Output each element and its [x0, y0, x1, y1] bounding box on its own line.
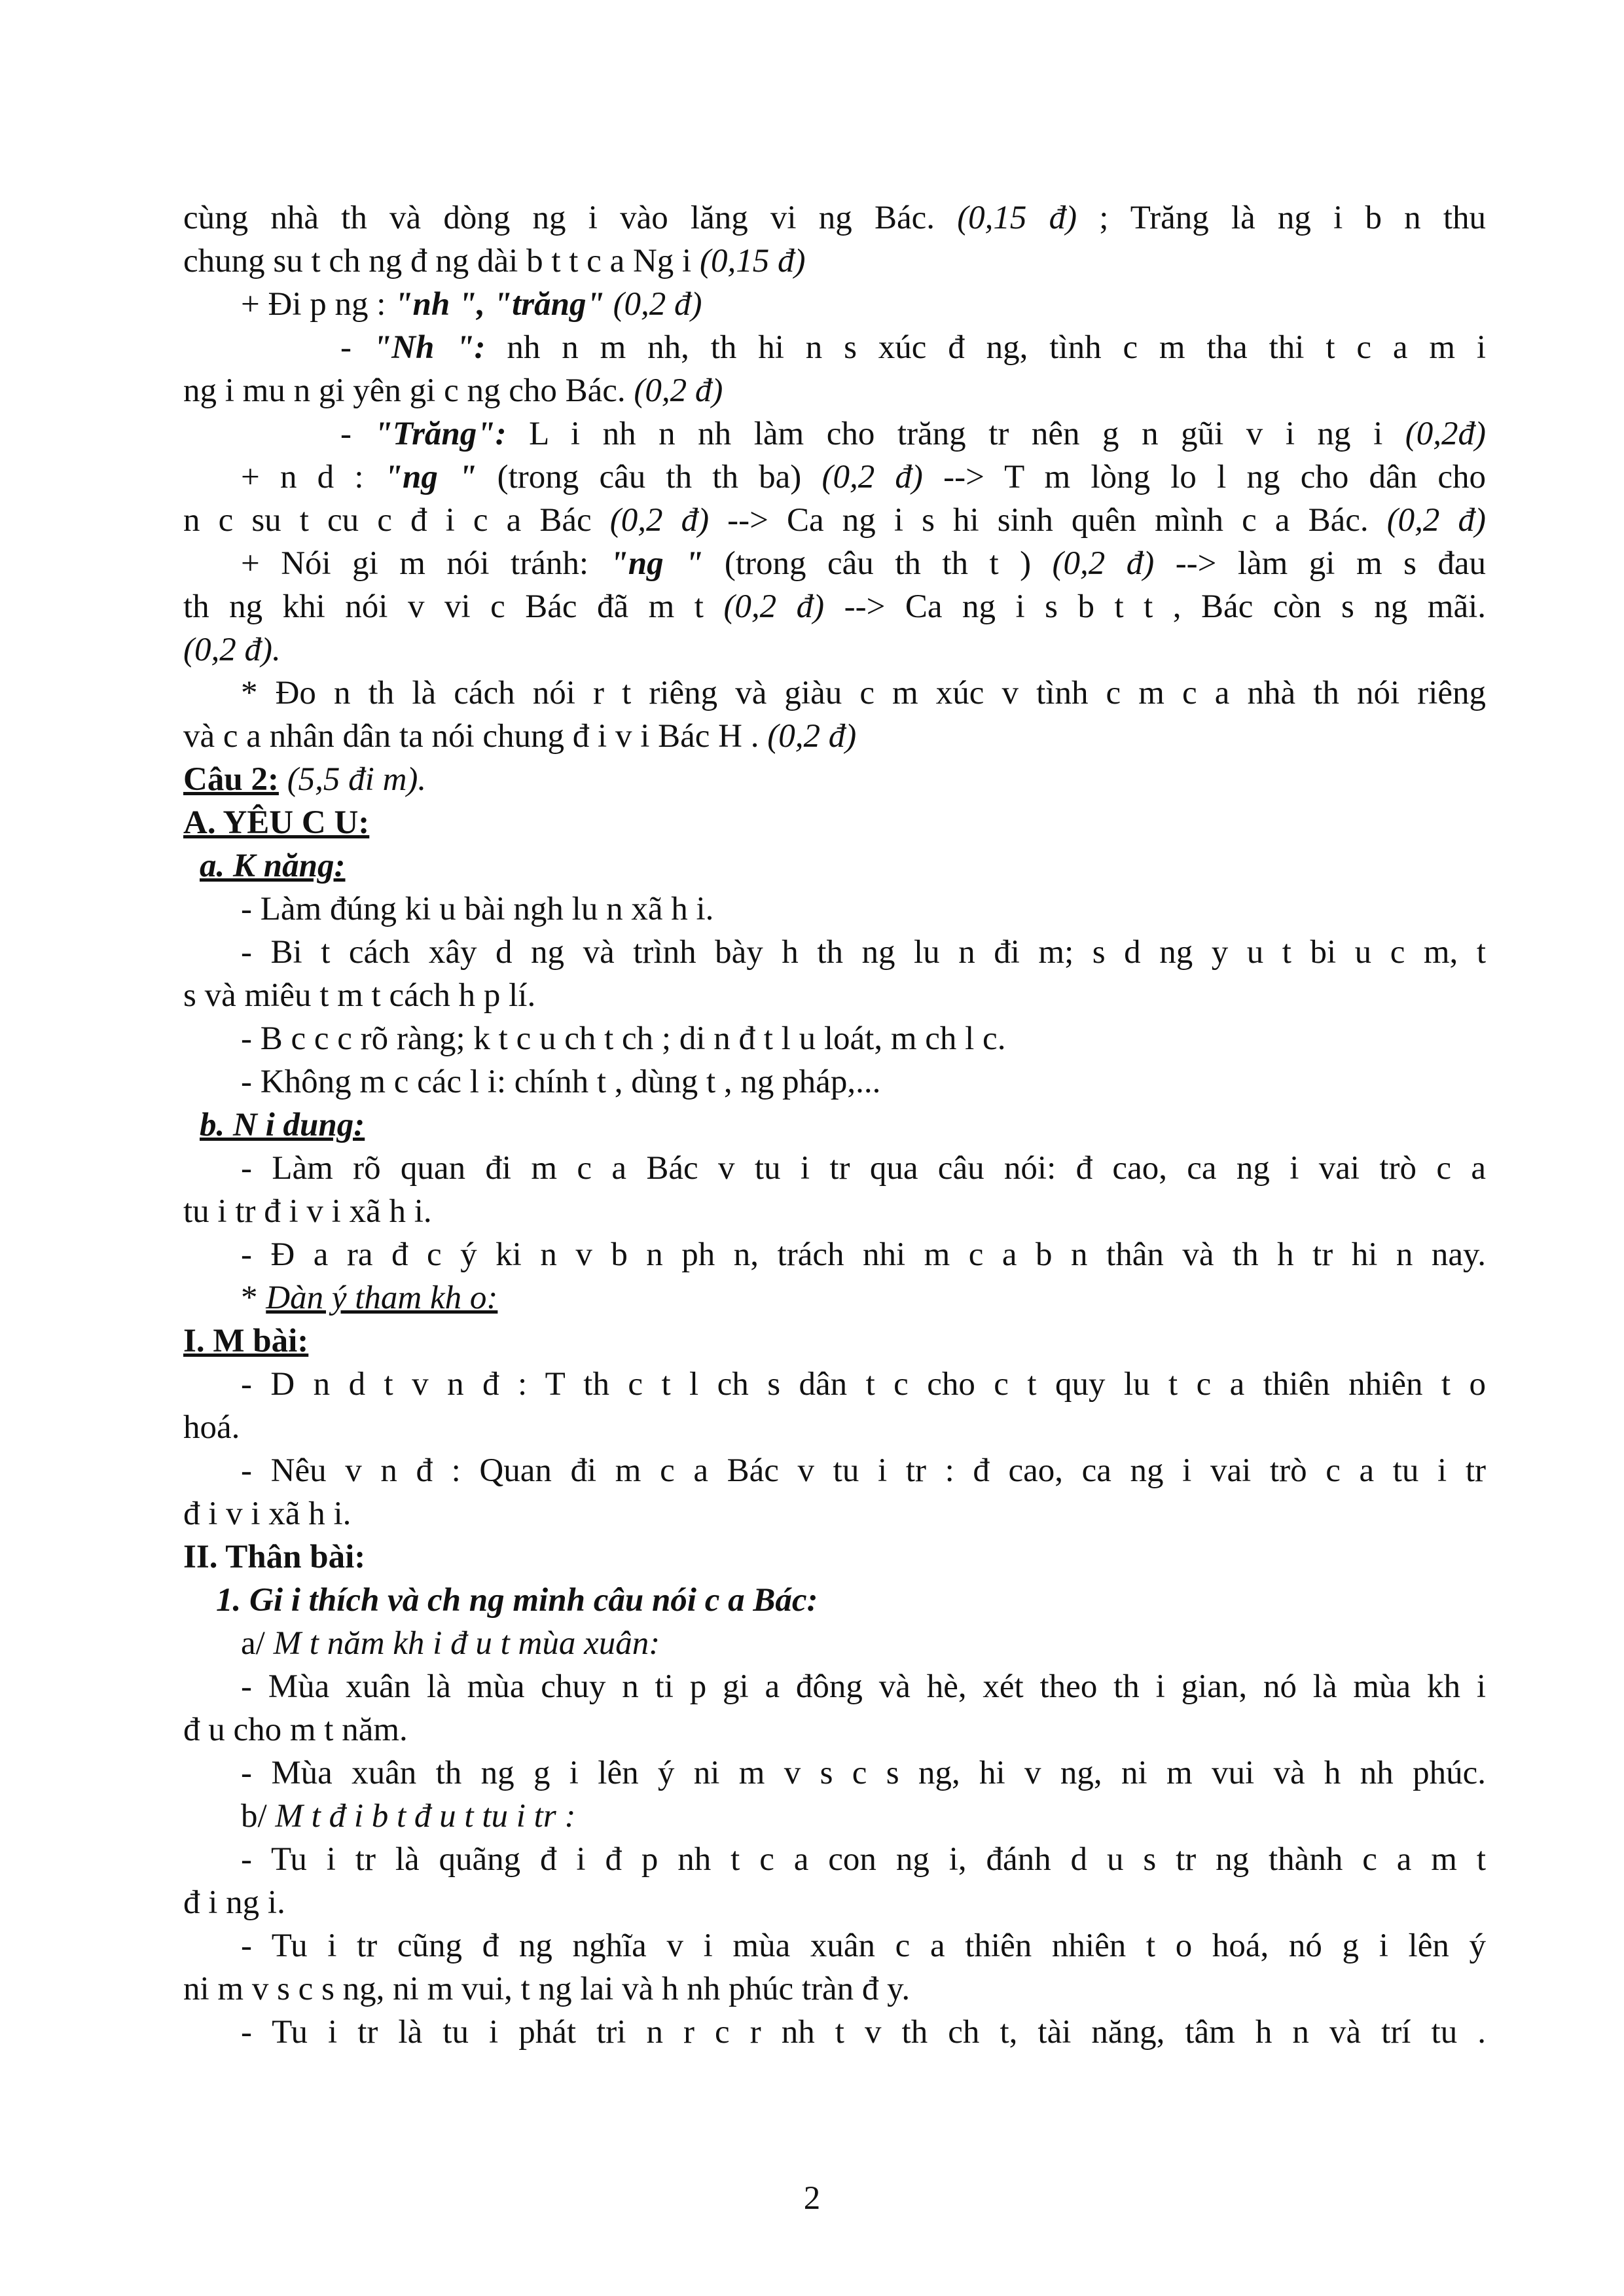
text-line: + Nói gi m nói tránh: "ng " (trong câu th th t ) (0,2 đ) --> làm gi m s đau — [241, 545, 1487, 582]
subsection-heading: 1. Gi i thích và ch ng minh câu nói c a Bác: — [216, 1582, 818, 1619]
text-line: - D n d t v n đ : T th c t l ch s dân t c cho c t quy lu t c a thiên nhiên t o — [241, 1366, 1486, 1403]
text-line: - Làm rõ quan đi m c a Bác v tu i tr qua câu nói: đ cao, ca ng i vai trò c a — [241, 1150, 1486, 1187]
text-line: s và miêu t m t cách h p lí. — [183, 977, 536, 1014]
text-line: - Tu i tr cũng đ ng nghĩa v i mùa xuân c a thiên nhiên t o hoá, nó g i lên ý — [241, 1928, 1486, 1964]
text-line: (0,2 đ). — [183, 632, 281, 668]
text-line: ng i mu n gi yên gi c ng cho Bác. (0,2 đ) — [183, 372, 723, 409]
text-line: - Bi t cách xây d ng và trình bày h th ng lu n đi m; s d ng y u t bi u c m, t — [241, 934, 1486, 971]
text-line: + Đi p ng : "nh ", "trăng" (0,2 đ) — [241, 286, 702, 323]
text-line: * Dàn ý tham kh o: — [241, 1280, 498, 1316]
page-number: 2 — [803, 2180, 821, 2217]
text-line: ni m v s c s ng, ni m vui, t ng lai và h nh phúc tràn đ y. — [183, 1971, 911, 2007]
text-line: th ng khi nói v vi c Bác đã m t (0,2 đ) --> Ca ng i s b t t , Bác còn s ng mãi. — [183, 588, 1486, 625]
text-line: - Tu i tr là tu i phát tri n r c r nh t v th ch t, tài năng, tâm h n và trí tu . — [241, 2014, 1486, 2051]
text-line: - "Trăng": L i nh n nh làm cho trăng tr nên g n gũi v i ng i (0,2đ) — [340, 416, 1486, 452]
text-line: đ u cho m t năm. — [183, 1712, 408, 1748]
text-line: - Làm đúng ki u bài ngh lu n xã h i. — [241, 891, 714, 927]
text-line: * Đo n th là cách nói r t riêng và giàu c m xúc v tình c m c a nhà th nói riêng — [241, 675, 1486, 711]
text-line: hoá. — [183, 1409, 240, 1446]
text-line: - Không m c các l i: chính t , dùng t , ng pháp,... — [241, 1064, 881, 1100]
text-line: n c su t cu c đ i c a Bác (0,2 đ) --> Ca ng i s hi sinh quên mình c a Bác. (0,2 đ) — [183, 502, 1487, 539]
text-line: - Nêu v n đ : Quan đi m c a Bác v tu i tr : đ cao, ca ng i vai trò c a tu i tr — [241, 1452, 1486, 1489]
subsection-heading: a. K năng: — [200, 848, 346, 884]
subsection-heading: b. N i dung: — [200, 1107, 365, 1143]
text-line: - Mùa xuân là mùa chuy n ti p gi a đông và hè, xét theo th i gian, nó là mùa kh i — [241, 1668, 1486, 1705]
section-heading: A. YÊU C U: — [183, 804, 370, 841]
text-line: - Mùa xuân th ng g i lên ý ni m v s c s ng, hi v ng, ni m vui và h nh phúc. — [241, 1755, 1486, 1791]
text-line: tu i tr đ i v i xã h i. — [183, 1193, 432, 1230]
text-line: - B c c c rõ ràng; k t c u ch t ch ; di n đ t l u loát, m ch l c. — [241, 1020, 1006, 1057]
section-heading: I. M bài: — [183, 1323, 309, 1359]
text-line: + n d : "ng " (trong câu th th ba) (0,2 đ) --> T m lòng lo l ng cho dân cho — [241, 459, 1486, 495]
text-line: b/ M t đ i b t đ u t tu i tr : — [241, 1798, 576, 1835]
section-heading: II. Thân bài: — [183, 1539, 366, 1575]
text-line: - Tu i tr là quãng đ i đ p nh t c a con ng i, đánh d u s tr ng thành c a m t — [241, 1841, 1486, 1878]
text-line: - Đ a ra đ c ý ki n v b n ph n, trách nhi m c a b n thân và th h tr hi n nay. — [241, 1236, 1486, 1273]
text-line: và c a nhân dân ta nói chung đ i v i Bác H . (0,2 đ) — [183, 718, 857, 755]
question-heading: Câu 2: (5,5 đi m). — [183, 761, 427, 798]
text-line: đ i v i xã h i. — [183, 1496, 352, 1532]
text-line: cùng nhà th và dòng ng i vào lăng vi ng Bác. (0,15 đ) ; Trăng là ng i b n thu — [183, 200, 1487, 236]
text-line: chung su t ch ng đ ng dài b t t c a Ng i (0,15 đ) — [183, 243, 806, 279]
text-line: - "Nh ": nh n m nh, th hi n s xúc đ ng, tình c m tha thi t c a m i — [340, 329, 1487, 366]
text-line: a/ M t năm kh i đ u t mùa xuân: — [241, 1625, 660, 1662]
text-line: đ i ng i. — [183, 1884, 285, 1921]
